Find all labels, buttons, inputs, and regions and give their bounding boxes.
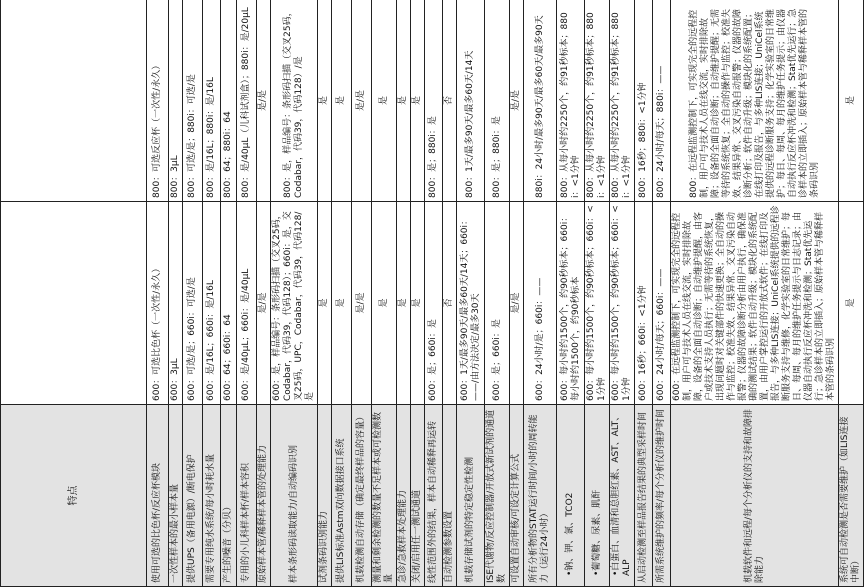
value-cell-col1: 是 bbox=[397, 202, 411, 405]
value-cell-col1: 600：24小时/是；660i：—— bbox=[524, 202, 557, 405]
header-cell-blank bbox=[1, 202, 147, 405]
feature-cell: 提供LIS标准Astm双向数据接口系统 bbox=[332, 405, 352, 587]
feature-cell: 机载检测自动存储（确定最终样品的容量） bbox=[352, 405, 372, 587]
value-cell-col1: 600：16秒；660i：<1分钟 bbox=[635, 202, 653, 405]
value-cell-col1: 600：是，样品编号：条形码扫描（交叉25码，Codabar，代码39，代码128）；660i：是，交叉25码，UPC，Codabar，代码39，代码128/是 bbox=[271, 202, 318, 405]
value-cell-col2: 800：3μL bbox=[169, 0, 183, 202]
feature-cell: 所有分析物的STAT运行时间/小时的周转能力（运行24小时） bbox=[524, 405, 557, 587]
table-row bbox=[671, 0, 839, 587]
value-cell-col1: 600：1天/最多90天/最多60天/14天；660i：——/由方法决定/最多30天 bbox=[457, 202, 485, 405]
feature-cell: •钠、钾、氯、TCO2 bbox=[557, 405, 585, 587]
feature-cell: 原始样本管/稀释样本管的处理能力 bbox=[257, 405, 271, 587]
feature-cell: 样本条形码读取能力/自动编码识别 bbox=[271, 405, 318, 587]
value-cell-col1: 600：24小时/每天；660i：—— bbox=[653, 202, 671, 405]
value-cell-col2: 800：是/40μL（儿科试剂盒）；880i：是/20μL bbox=[237, 0, 257, 202]
table-row bbox=[147, 0, 169, 587]
feature-header-cell: 特点 bbox=[1, 405, 147, 587]
value-cell-col1: 600：是；660i：是 bbox=[425, 202, 443, 405]
value-cell-col2: 800：从每小时约2250个，约91秒标本；880i：<1分钟 bbox=[610, 0, 635, 202]
header-row bbox=[1, 0, 147, 587]
value-cell-col1: 600：可选比色杯（一次性/永久） bbox=[147, 202, 169, 405]
value-cell-col1: 是/是 bbox=[257, 202, 271, 405]
feature-cell: 系统可自动检测是否需要维护（如LIS连接中断） bbox=[839, 405, 864, 587]
table-row bbox=[653, 0, 671, 587]
value-cell-col1: 是/是 bbox=[510, 202, 524, 405]
value-cell-col1: 是 bbox=[411, 202, 425, 405]
feature-cell: •葡萄糖、尿素、肌酐 bbox=[585, 405, 610, 587]
feature-cell: 从启动检测至样品报告结果的典型采样时间 bbox=[635, 405, 653, 587]
table-row bbox=[411, 0, 425, 587]
value-cell-col1: 是 bbox=[318, 202, 332, 405]
value-cell-col1: 是 bbox=[332, 202, 352, 405]
feature-cell: 一次性样本的最小样本量 bbox=[169, 405, 183, 587]
value-cell-col2: 800：在远程监测控制下，可实现完全的远程控制，用户可与技术人员在线交流，实时排除故障；设备的全面自动诊断；自动维护提醒；无需等待的系统恢复；全自动的操作与监控；校准失效、结果异常、交叉污染自动报警；仪器的故障诊断分析；软件自动升级；模块化的系统配置；在线打印及报告，与多种LIS连接；UniCel系统提供的远程诊断服务支持；化学实验室的日常维护；每日、每周、每月的维护任务提示；由仪器自动执行反应杯冲洗和检测；Stat优先运行；急诊样本的立即插入；原始样本管与稀释样本管的条码识别 bbox=[671, 0, 839, 202]
value-cell-col2: 800：64；880i：64 bbox=[221, 0, 237, 202]
feature-cell: ISE代谢物/反应控制器/开放式新试剂的通道数 bbox=[485, 405, 510, 587]
table-row bbox=[372, 0, 397, 587]
value-cell-col2: 是/是 bbox=[510, 0, 524, 202]
value-cell-col1: 600：每小时约1500个，约90秒标本；660i：<1分钟 bbox=[610, 202, 635, 405]
table-row bbox=[271, 0, 318, 587]
feature-cell: 专用的小儿科样本杯/样本容积 bbox=[237, 405, 257, 587]
table-row bbox=[457, 0, 485, 587]
table-row bbox=[221, 0, 237, 587]
table-body bbox=[1, 0, 864, 587]
value-cell-col1: 是 bbox=[839, 202, 864, 405]
table-row bbox=[352, 0, 372, 587]
value-cell-col2: 800：可选反应杯（一次性/永久） bbox=[147, 0, 169, 202]
table-row bbox=[425, 0, 443, 587]
table-row bbox=[169, 0, 183, 587]
value-cell-col2: 800：是/16L；880i：是/16L bbox=[203, 0, 221, 202]
table-row bbox=[557, 0, 585, 587]
table-row bbox=[635, 0, 653, 587]
value-cell-col1: 600：是/16L；660i：是/16L bbox=[203, 202, 221, 405]
feature-cell: •白蛋白、血清和总胆红素、AST、ALT、ALP bbox=[610, 405, 635, 587]
value-cell-col2: 是/是 bbox=[257, 0, 271, 202]
value-cell-col2: 是 bbox=[397, 0, 411, 202]
value-cell-col1: 600：每小时约1500个，约90秒标本；660i：<1分钟 bbox=[585, 202, 610, 405]
table-row bbox=[485, 0, 510, 587]
feature-cell: 提供UPS（备用电源）/断电保护 bbox=[183, 405, 203, 587]
feature-cell: 所需系统维护的频率/每个分析仪的维护时间 bbox=[653, 405, 671, 587]
value-cell-col2: 是 bbox=[372, 0, 397, 202]
value-cell-col2: 否 bbox=[443, 0, 457, 202]
value-cell-col2: 880i：24小时/最多90天/最多60天/最多90天 bbox=[524, 0, 557, 202]
table-row bbox=[610, 0, 635, 587]
value-cell-col2: 是/是 bbox=[352, 0, 372, 202]
table-row bbox=[183, 0, 203, 587]
value-cell-col1: 是/是 bbox=[352, 202, 372, 405]
table-row bbox=[443, 0, 457, 587]
value-cell-col2: 800：是；880i：是 bbox=[485, 0, 510, 202]
value-cell-col2: 是 bbox=[411, 0, 425, 202]
feature-cell: 产生的噪音（分贝） bbox=[221, 405, 237, 587]
value-cell-col2: 800：是；880i：是 bbox=[425, 0, 443, 202]
value-cell-col2: 800：从每小时约2250个，约91秒标本；880i：<1分钟 bbox=[585, 0, 610, 202]
feature-cell: 机载软件和远程/每个分析仪的支持和故障排除能力 bbox=[671, 405, 839, 587]
value-cell-col1: 600：可选/是；660i：可选/是 bbox=[183, 202, 203, 405]
feature-cell: 机载存储试剂的特定稳定性检测 bbox=[457, 405, 485, 587]
feature-cell: 试剂条码识别能力 bbox=[318, 405, 332, 587]
value-cell-col1: 600：在远程监测控制下，可实现完全的远程控制，用户可与技术人员在线交流，实时排除故障，设备的全面自动诊断；自动维护提醒，由客户或技术支持人员执行；无需等待的系统恢复，出现问题时对关键部件的快速更换；全自动的操作与监控；校准失效、结果异常、交叉污染自动报警；仪器的故障诊断分析由用户执行，确保准确的测试结果；软件自动升级；模块化的系统配置，由用户掌控运行的开放式软件；在线打印及报告，与多种LIS连接；UniCel系统提供的远程诊断服务支持与维修，化学实验室的日常维护；每日、每周、每月的维护任务提示与日志记录；由仪器自动执行反应杯冲洗和检测；Stat优先运行；急诊样本的立即插入；原始样本管与稀释样本管的条码识别 bbox=[671, 202, 839, 405]
feature-cell: 关闭/启用任一测试通道 bbox=[411, 405, 425, 587]
table-row bbox=[397, 0, 411, 587]
value-cell-col2: 800：是，样品编号：条形码扫描（交叉25码，Codabar，代码39，代码128）/是 bbox=[271, 0, 318, 202]
value-cell-col2: 是 bbox=[332, 0, 352, 202]
feature-cell: 测量和剩余检测的数量不足样本或可检测数量 bbox=[372, 405, 397, 587]
feature-cell: 可设置自动审核/可设定计算公式 bbox=[510, 405, 524, 587]
value-cell-col1: 600：每小时约1500个，约90秒标本；660i：每小时约1500个，约90秒标本 bbox=[557, 202, 585, 405]
table-row bbox=[203, 0, 221, 587]
value-cell-col2: 800：可选/是；880i：可选/是 bbox=[183, 0, 203, 202]
feature-cell: 急诊/急救样本处理能力 bbox=[397, 405, 411, 587]
table-row bbox=[510, 0, 524, 587]
table-row bbox=[524, 0, 557, 587]
table-row bbox=[839, 0, 864, 587]
value-cell-col1: 否 bbox=[443, 202, 457, 405]
value-cell-col1: 600：是；660i：是 bbox=[485, 202, 510, 405]
value-cell-col1: 600：64；660i：64 bbox=[221, 202, 237, 405]
feature-cell: 自动检测参数设置 bbox=[443, 405, 457, 587]
table-row bbox=[318, 0, 332, 587]
table-row bbox=[237, 0, 257, 587]
table-row bbox=[332, 0, 352, 587]
value-cell-col2: 800：从每小时约2250个，约91秒标本；880i：<1分钟 bbox=[557, 0, 585, 202]
value-cell-col2: 是 bbox=[318, 0, 332, 202]
feature-cell: 使用可选的比色杯/反应杯模块 bbox=[147, 405, 169, 587]
feature-cell: 需要专用纯水系统/每小时耗水量 bbox=[203, 405, 221, 587]
value-cell-col2: 800：24小时/每天；880i：—— bbox=[653, 0, 671, 202]
feature-cell: 线性范围外的结果，样本自动稀释再运转 bbox=[425, 405, 443, 587]
header-cell-blank bbox=[1, 0, 147, 202]
value-cell-col1: 600：3μL bbox=[169, 202, 183, 405]
value-cell-col1: 是 bbox=[372, 202, 397, 405]
table-row bbox=[585, 0, 610, 587]
value-cell-col2: 800：1天/最多90天/最多60天/14天 bbox=[457, 0, 485, 202]
value-cell-col1: 600：是/40μL；660i：是/40μL bbox=[237, 202, 257, 405]
table-row bbox=[257, 0, 271, 587]
value-cell-col2: 是 bbox=[839, 0, 864, 202]
value-cell-col2: 800：16秒；880i：<1分钟 bbox=[635, 0, 653, 202]
